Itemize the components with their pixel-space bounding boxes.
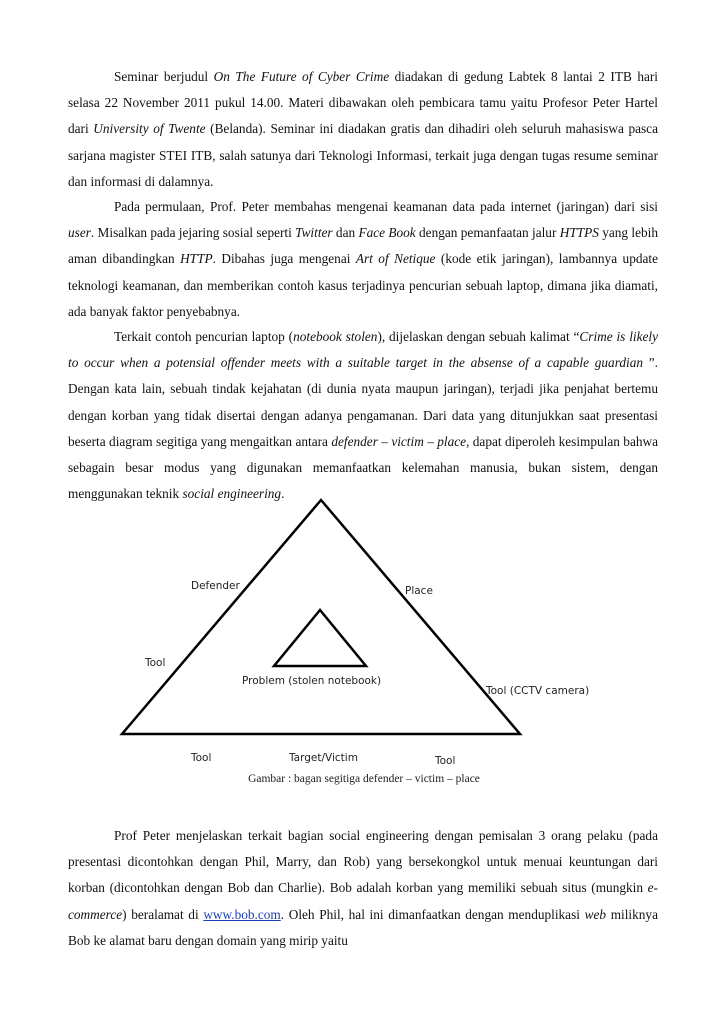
label-tool-bottom-left: Tool <box>191 752 212 764</box>
label-tool-bottom-right: Tool <box>435 755 456 767</box>
outer-triangle <box>122 500 520 734</box>
label-defender: Defender <box>191 580 240 592</box>
paragraph-seminar-intro: Seminar berjudul On The Future of Cyber Crime diadakan di gedung Labtek 8 lantai 2 ITB hari selasa 22 November 2011 pukul 14.00. Materi dibawakan oleh pembicara tamu yaitu Profesor Peter Hartel dari University of Twente (Belanda). Seminar ini diadakan gratis dan dihadiri oleh seluruh mahasiswa pasca sarjana magister STEI ITB, salah satunya dari Teknologi Informasi, terkait juga dengan tugas resume seminar dan informasi di dalamnya. <box>68 69 658 189</box>
crime-quote: Crime is likely to occur when a potensial offender meets with a suitable target in the absense of a capable guardian <box>68 329 658 371</box>
paragraph-social-engineering: Prof Peter menjelaskan terkait bagian social engineering dengan pemisalan 3 orang pelaku (pada presentasi dicontohkan dengan Phil, Marry, dan Rob) yang bersekongkol untuk menuai keuntungan dari korban (dicontohkan dengan Bob dan Charlie). Bob adalah korban yang memiliki sebuah situs (mungkin e-commerce) beralamat di www.bob.com. Oleh Phil, hal ini dimanfaatkan dengan menduplikasi web miliknya Bob ke alamat baru dengan domain yang mirip yaitu <box>68 828 658 948</box>
figure-caption: Gambar : bagan segitiga defender – victim – place <box>248 773 480 785</box>
paragraph-internet-security: Pada permulaan, Prof. Peter membahas mengenai keamanan data pada internet (jaringan) dari sisi user. Misalkan pada jejaring sosial seperti Twitter dan Face Book dengan pemanfaatan jalur HTTPS yang lebih aman dibandingkan HTTP. Dibahas juga mengenai Art of Netique (kode etik jaringan), lambannya update teknologi keamanan, dan memberikan contoh kasus terjadinya pencurian sebuah laptop, dimana jika diamati, ada banyak faktor penyebabnya. <box>68 199 658 319</box>
seminar-title: On The Future of Cyber Crime <box>213 69 390 84</box>
inner-triangle <box>274 610 366 666</box>
label-target-victim: Target/Victim <box>289 752 358 764</box>
label-tool-cctv: Tool (CCTV camera) <box>486 685 590 697</box>
label-place: Place <box>405 585 433 597</box>
label-problem: Problem (stolen notebook) <box>242 675 382 687</box>
university-name: University of Twente <box>93 121 206 137</box>
bob-website-link[interactable]: www.bob.com <box>203 906 281 922</box>
label-tool-left: Tool <box>145 657 166 669</box>
paragraph-notebook-stolen: Terkait contoh pencurian laptop (notebook stolen), dijelaskan dengan sebuah kalimat “Crime is likely to occur when a potensial offender meets with a suitable target in the absense of a capable guardian ”. Dengan kata lain, sebuah tindak kejahatan (di dunia nyata maupun jaringan), terjadi jika penjahat bertemu dengan korban yang tidak disertai dengan adanya pengamanan. Dari data yang ditunjukkan saat presentasi beserta diagram segitiga yang mengaitkan antara defender – victim – place, dapat diperoleh kesimpulan bahwa sebagain besar modus yang digunakan memanfaatkan kelemahan manusia, bukan sistem, dengan menggunakan teknik social engineering. <box>68 329 659 502</box>
triangle-diagram <box>110 495 610 775</box>
